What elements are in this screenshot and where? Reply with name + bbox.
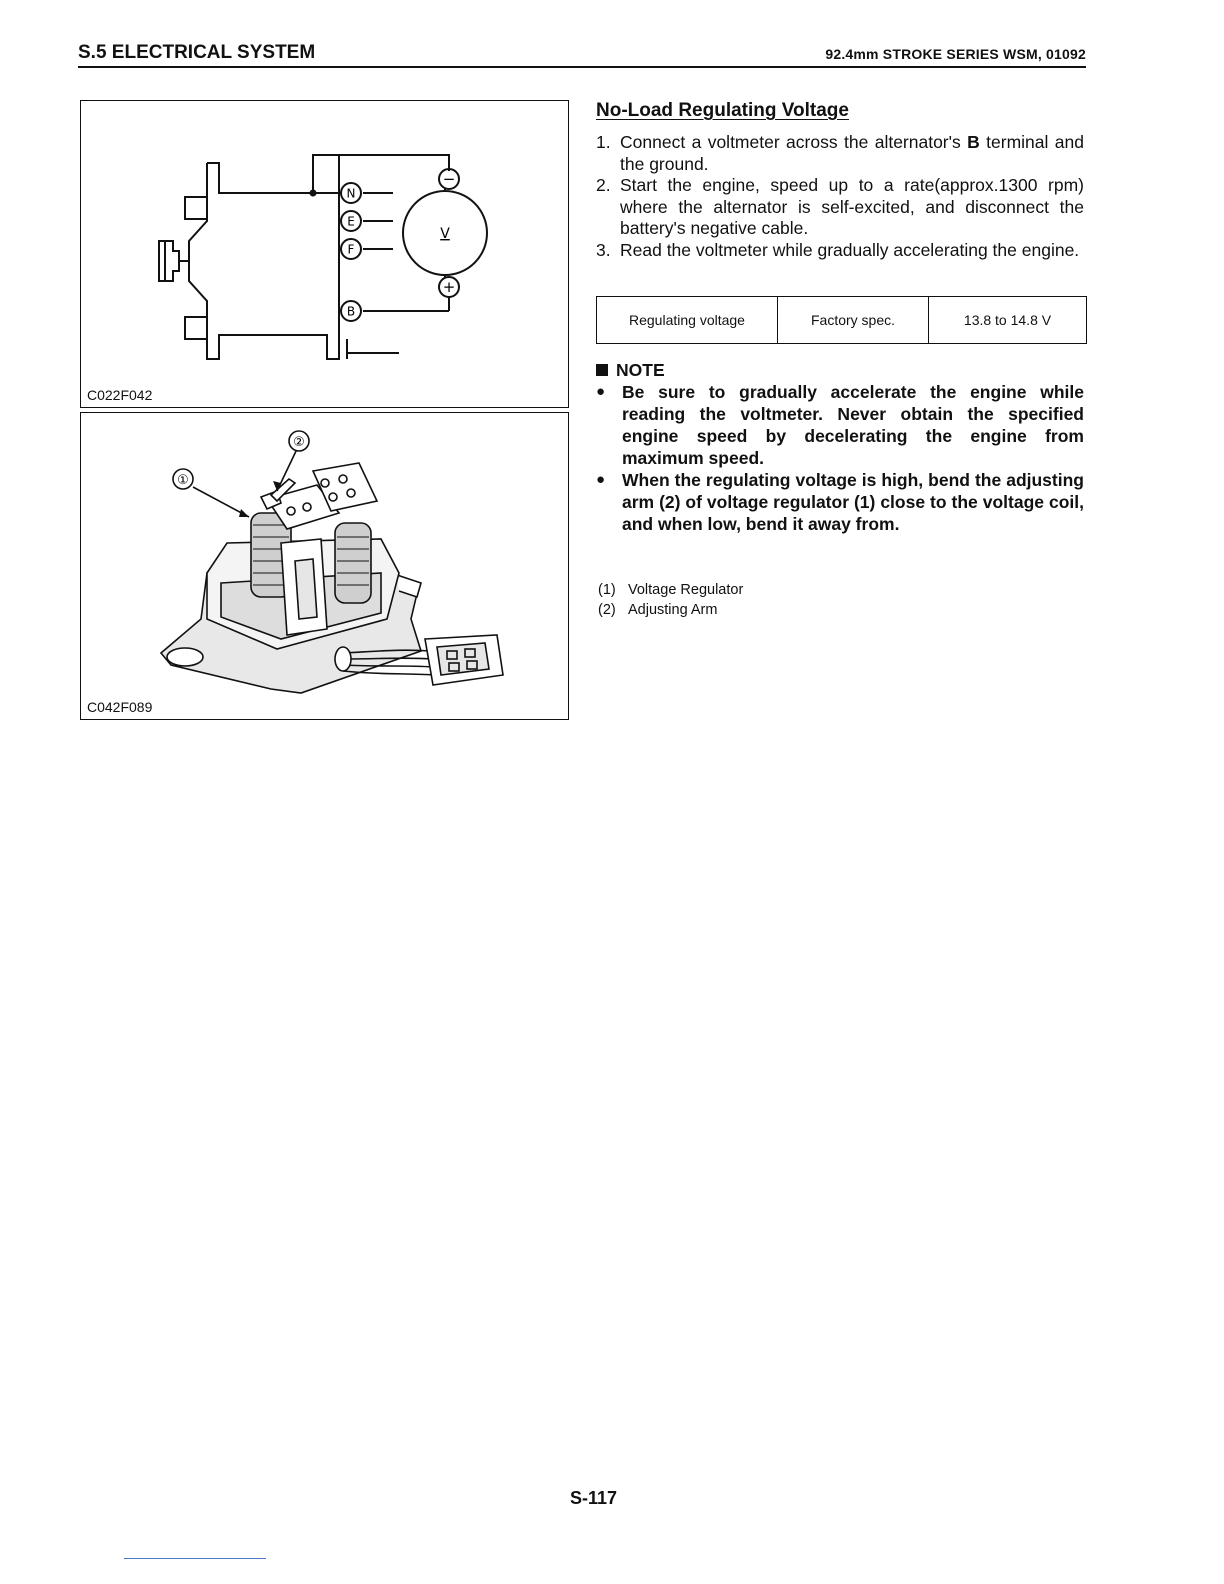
wiring-diagram-figure <box>80 100 569 408</box>
legend-label: Voltage Regulator <box>628 582 744 598</box>
step-text-part: Connect a voltmeter across the alternator's <box>620 132 968 152</box>
step-item <box>596 132 1084 175</box>
second-coil <box>335 523 371 603</box>
legend-item <box>598 580 743 600</box>
terminal-f-label: F <box>347 242 355 257</box>
pulley-shape <box>159 241 179 281</box>
step-text <box>620 132 1084 175</box>
series-label: 92.4mm STROKE SERIES WSM, 01092 <box>825 46 1086 62</box>
legend-number: (1) <box>598 582 616 598</box>
voltmeter-symbol: V <box>440 226 450 242</box>
page-number: S-117 <box>570 1488 618 1508</box>
step-number: 3. <box>596 239 611 260</box>
mount-lug-top <box>185 197 207 219</box>
step-text: Read the voltmeter while gradually accelerating the engine. <box>620 239 1080 260</box>
step-number: 2. <box>596 175 611 195</box>
step-number: 1. <box>596 132 611 152</box>
bullet-icon: ● <box>596 383 606 400</box>
note-heading <box>596 360 665 381</box>
figure-legend <box>598 580 743 620</box>
spec-table <box>596 296 1087 344</box>
legend-number: (2) <box>598 602 616 618</box>
figure-code: C042F089 <box>87 699 153 715</box>
footer-rule <box>124 1558 266 1559</box>
note-square-icon <box>596 364 608 376</box>
legend-item <box>598 600 743 620</box>
grommet <box>335 647 351 671</box>
terminal-e-label: E <box>347 214 355 229</box>
regulator-figure <box>80 412 569 720</box>
minus-sign: − <box>442 170 456 188</box>
alternator-body-outline <box>189 155 339 359</box>
procedure-steps <box>596 132 1084 261</box>
callout-2-label: ② <box>293 435 305 450</box>
note-text: When the regulating voltage is high, bend the adjusting arm (2) of voltage regulator (1) close to the voltage coil, and when low, bend it away from. <box>622 470 1084 534</box>
bullet-icon: ● <box>596 471 606 488</box>
callout-1-label: ① <box>177 473 189 488</box>
spec-value: 13.8 to 14.8 V <box>963 312 1052 328</box>
spec-item: Regulating voltage <box>597 297 778 343</box>
figure-code: C022F042 <box>87 387 153 403</box>
step-text-part: terminal and the ground. <box>620 132 1084 174</box>
header-rule <box>78 66 1086 68</box>
plus-sign: + <box>442 278 456 296</box>
step-item <box>596 240 1084 262</box>
wiring-diagram <box>81 101 568 407</box>
step-item <box>596 175 1084 240</box>
section-title: No-Load Regulating Voltage <box>596 100 849 121</box>
terminal-n-label: N <box>346 186 356 201</box>
legend-label: Adjusting Arm <box>628 602 718 618</box>
note-item <box>596 381 1084 469</box>
note-list <box>596 381 1084 535</box>
step-text: Start the engine, speed up to a rate(approx.1300 rpm) where the alternator is self-excited, and disconnect the battery's negative cable. <box>620 175 1084 238</box>
terminal-b-label: B <box>346 304 356 319</box>
alternator-top-outline <box>207 155 449 193</box>
regulator-illustration <box>81 413 568 719</box>
spec-type: Factory spec. <box>778 297 929 343</box>
note-heading-text: NOTE <box>616 360 665 380</box>
section-heading: S.5 ELECTRICAL SYSTEM <box>78 42 316 63</box>
note-text: Be sure to gradually accelerate the engine while reading the voltmeter. Never obtain the specified engine speed by decelerating the engine from maximum speed. <box>622 382 1084 468</box>
mount-lug-bottom <box>185 317 207 339</box>
note-item <box>596 469 1084 535</box>
mount-hole <box>167 648 203 666</box>
terminal-b-ref: B <box>967 132 980 152</box>
